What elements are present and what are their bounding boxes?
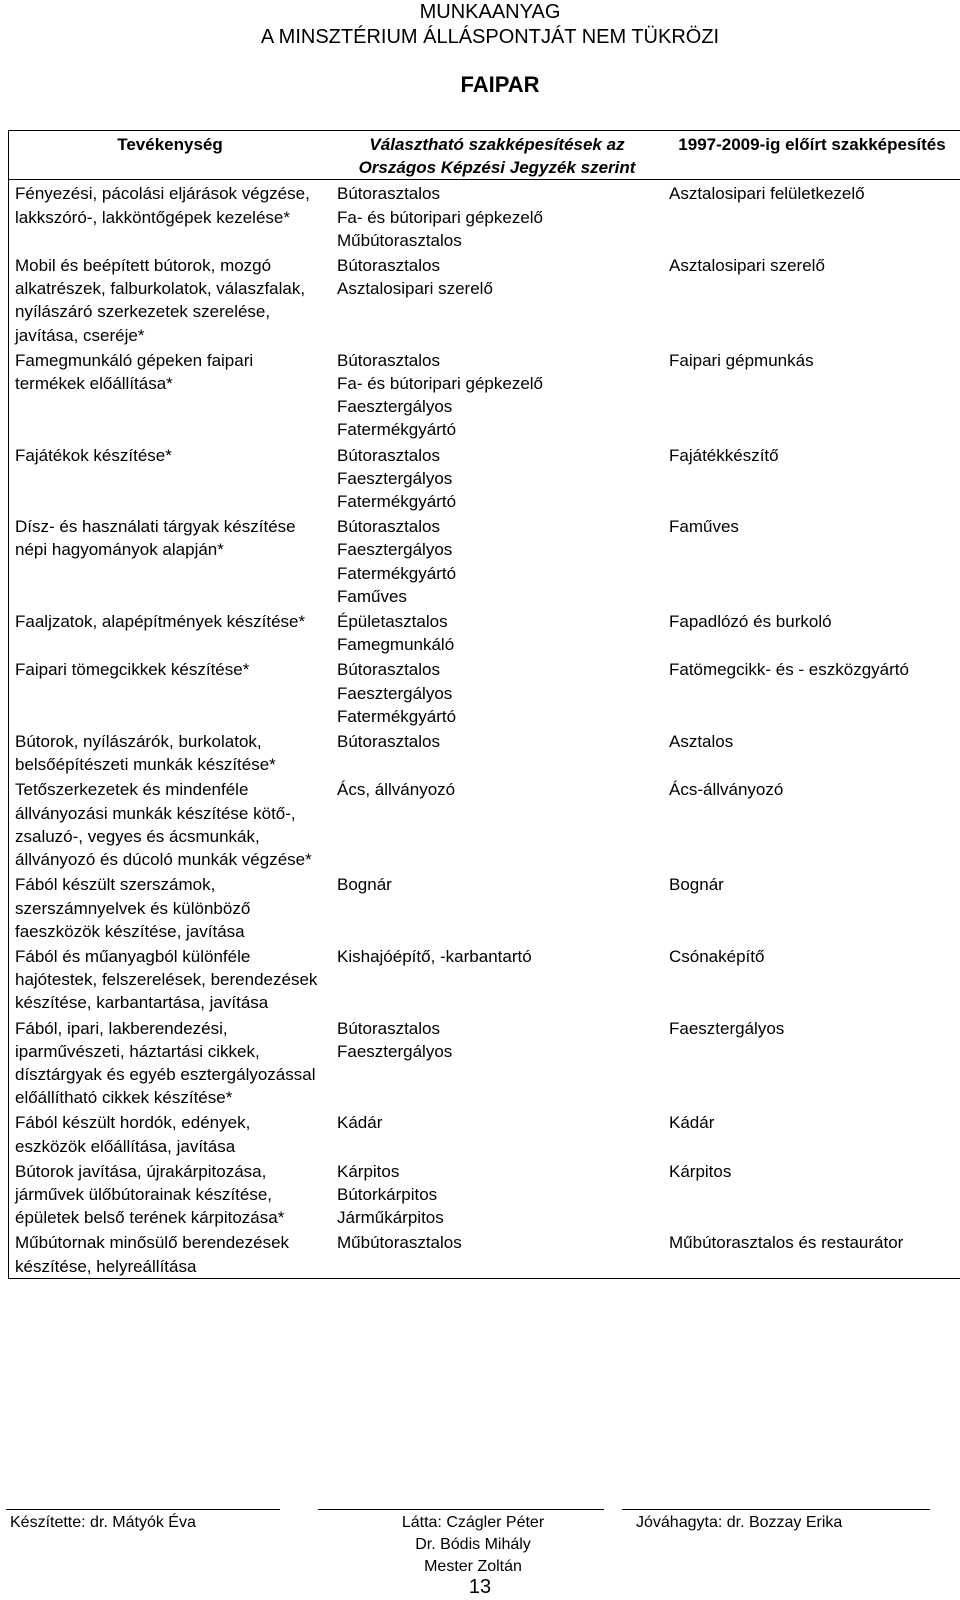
column-header-previous: 1997-2009-ig előírt szakképesítés [663,131,960,180]
table-row [9,180,960,252]
options-cell: Kárpitos Bútorkárpitos Járműkárpitos [337,1161,444,1228]
options-cell: Kishajóépítő, -karbantartó [337,946,532,966]
activity-cell: Famegmunkáló gépeken faipari termékek előállítása* [15,350,254,394]
previous-qualification-cell: Kádár [669,1113,715,1133]
seen-by-line: Mester Zoltán [424,1558,522,1575]
table-row [9,1158,960,1230]
options-cell: Épületasztalos Famegmunkáló [337,612,455,655]
signature-line-prepared [6,1509,280,1510]
signature-line-seen [318,1509,604,1510]
previous-qualification-cell: Faműves [669,517,739,537]
table-row [9,608,960,656]
previous-qualification-cell: Ács-állványozó [669,780,784,800]
options-cell: Bognár [337,875,392,895]
options-cell: Bútorasztalos Faesztergályos Fatermékgyártó Faműves [337,517,457,606]
options-cell: Kádár [337,1113,383,1133]
activity-cell: Bútorok javítása, újrakárpitozása, járművek ülőbútorainak készítése, épületek belső terének kárpitozása* [15,1161,285,1228]
activity-cell: Fából készült szerszámok, szerszámnyelvek és különböző faeszközök készítése, javítása [15,875,251,941]
previous-qualification-cell: Fapadlózó és burkoló [669,612,832,632]
page-number: 13 [468,1576,492,1598]
activity-cell: Fajátékok készítése* [15,445,172,465]
table-row [9,252,960,347]
options-cell: Bútorasztalos Faesztergályos [337,1018,453,1061]
table-row [9,728,960,776]
previous-qualification-cell: Fajátékkészítő [669,445,779,465]
activity-cell: Fényezési, pácolási eljárások végzése, lakkszóró-, lakköntőgépek kezelése* [15,184,310,227]
options-cell: Bútorasztalos Fa- és bútoripari gépkezelő Faesztergályos Fatermékgyártó [337,350,544,440]
options-cell: Bútorasztalos [337,732,440,752]
activity-cell: Fából és műanyagból különféle hajótestek, felszerelések, berendezések készítése, karbantartása, javítása [15,946,318,1013]
activity-cell: Faaljzatok, alapépítmények készítése* [15,612,306,632]
table-body [9,180,960,1278]
activity-cell: Bútorok, nyílászárók, burkolatok, belsőépítészeti munkák készítése* [15,732,276,775]
previous-qualification-cell: Faesztergályos [669,1018,785,1038]
table-row [9,656,960,728]
previous-qualification-cell: Asztalos [669,732,734,752]
column-header-options: Választható szakképesítések az Országos Képzési Jegyzék szerint [331,131,663,180]
table-row [9,871,960,943]
document-header [0,0,960,50]
previous-qualification-cell: Kárpitos [669,1161,732,1181]
table-row [9,442,960,514]
options-cell: Ács, állványozó [337,780,456,800]
table-row [9,943,960,1015]
signature-line-approved [622,1509,930,1510]
activity-cell: Dísz- és használati tárgyak készítése népi hagyományok alapján* [15,517,296,560]
activity-cell: Fából, ipari, lakberendezési, iparművészeti, háztartási cikkek, dísztárgyak és egyéb esztergályozással előállítható cikkek készítése* [15,1018,316,1108]
header-line-1: MUNKAANYAG [419,1,561,23]
activity-cell: Tetőszerkezetek és mindenféle állványozási munkák készítése kötő-, zsaluzó-, vegyes és ácsmunkák, állványozó és dúcoló munkák végzése* [15,780,312,870]
seen-by-line: Látta: Czágler Péter [401,1514,545,1531]
previous-qualification-cell: Asztalosipari felületkezelő [669,184,865,204]
page-title: FAIPAR [460,72,540,97]
seen-by [323,1512,623,1578]
table-row [9,347,960,442]
header-line-2: A MINSZTÉRIUM ÁLLÁSPONTJÁT NEM TÜKRÖZI [260,26,720,48]
activity-cell: Mobil és beépített bútorok, mozgó alkatrészek, falburkolatok, válaszfalak, nyílászáró szerkezetek szerelése, javítása, cseréje* [15,256,306,345]
options-cell: Műbútorasztalos [337,1233,462,1253]
previous-qualification-cell: Faipari gépmunkás [669,350,814,370]
options-cell: Bútorasztalos Faesztergályos Fatermékgyártó [337,660,457,726]
table-header-row [9,131,960,180]
options-cell: Bútorasztalos Asztalosipari szerelő [337,256,493,299]
table-row [9,513,960,608]
options-cell: Bútorasztalos Faesztergályos Fatermékgyártó [337,445,457,512]
table-row [9,1109,960,1157]
activity-cell: Műbútornak minősülő berendezések készítése, helyreállítása [15,1233,290,1276]
options-cell: Bútorasztalos Fa- és bútoripari gépkezelő Műbútorasztalos [337,184,544,250]
previous-qualification-cell: Asztalosipari szerelő [669,256,825,276]
previous-qualification-cell: Fatömegcikk- és - eszközgyártó [669,660,909,680]
table-row [9,776,960,871]
previous-qualification-cell: Bognár [669,875,724,895]
activity-cell: Faipari tömegcikkek készítése* [15,660,250,680]
activity-cell: Fából készült hordók, edények, eszközök előállítása, javítása [15,1113,251,1156]
column-header-activity: Tevékenység [9,131,332,180]
previous-qualification-cell: Műbútorasztalos és restaurátor [669,1233,904,1253]
table-row [9,1015,960,1110]
seen-by-line: Dr. Bódis Mihály [415,1536,531,1553]
prepared-by: Készítette: dr. Mátyók Éva [10,1514,196,1531]
table-row [9,1229,960,1278]
previous-qualification-cell: Csónaképítő [669,946,765,966]
approved-by: Jóváhagyta: dr. Bozzay Erika [636,1514,843,1531]
qualifications-table [8,130,960,1279]
signature-lines [0,1509,960,1511]
